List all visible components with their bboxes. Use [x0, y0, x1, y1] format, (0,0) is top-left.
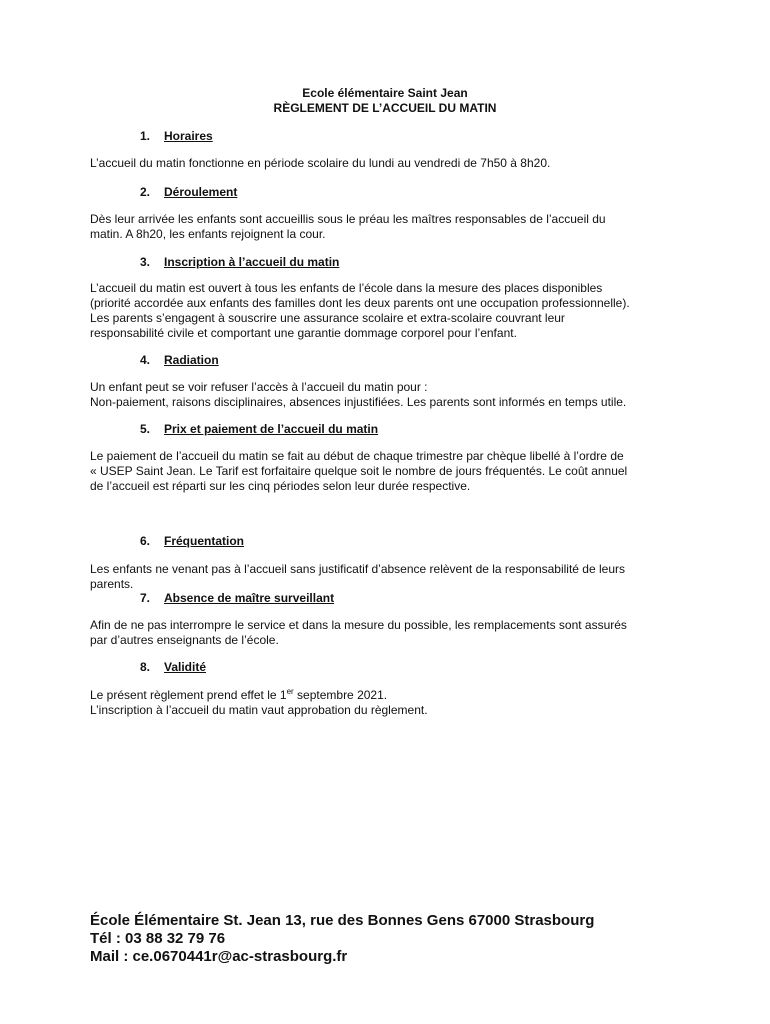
school-address: École Élémentaire St. Jean 13, rue des Bonnes Gens 67000 Strasbourg — [90, 912, 595, 929]
paragraph-line: L’accueil du matin est ouvert à tous les enfants de l’école dans la mesure des places disponibles — [90, 281, 603, 295]
school-phone: Tél : 03 88 32 79 76 — [90, 930, 226, 947]
paragraph-line: parents. — [90, 577, 134, 591]
section-body-radiation — [90, 380, 690, 410]
paragraph-line: L’inscription à l’accueil du matin vaut approbation du règlement. — [90, 703, 428, 717]
validity-text-start: Le présent règlement prend effet le 1 — [90, 688, 287, 702]
paragraph-line: matin. A 8h20, les enfants rejoignent la cour. — [90, 227, 326, 241]
paragraph-line: « USEP Saint Jean. Le Tarif est forfaitaire quelque soit le nombre de jours fréquentés. Le coût annuel — [90, 464, 628, 478]
section-heading-radiation — [140, 353, 219, 367]
paragraph-line: Le paiement de l’accueil du matin se fait au début de chaque trimestre par chèque libellé à l’ordre de — [90, 449, 624, 463]
paragraph-line: responsabilité civile et comportant une garantie dommage corporel pour l’enfant. — [90, 326, 517, 340]
section-title: Fréquentation — [164, 534, 244, 548]
section-title: Validité — [164, 660, 207, 674]
section-body-prix — [90, 449, 690, 494]
section-body-validite — [90, 688, 690, 718]
validity-date-line — [90, 688, 690, 703]
section-heading-absence — [140, 591, 334, 605]
section-number: 5. — [140, 422, 151, 436]
section-heading-prix — [140, 422, 378, 436]
section-heading-validite — [140, 660, 206, 674]
school-name: Ecole élémentaire Saint Jean — [302, 86, 468, 100]
document-header — [0, 86, 770, 116]
section-number: 6. — [140, 534, 151, 548]
paragraph-line: L’accueil du matin fonctionne en période scolaire du lundi au vendredi de 7h50 à 8h20. — [90, 156, 551, 170]
paragraph-line: Afin de ne pas interrompre le service et dans la mesure du possible, les remplacements sont assurés — [90, 618, 627, 632]
section-number: 2. — [140, 185, 151, 199]
section-heading-deroulement — [140, 185, 237, 199]
section-title: Inscription à l’accueil du matin — [164, 255, 340, 269]
document-title: RÈGLEMENT DE L’ACCUEIL DU MATIN — [273, 101, 497, 115]
paragraph-line: (priorité accordée aux enfants des familles dont les deux parents ont une occupation professionnelle). — [90, 296, 630, 310]
paragraph-line: Les parents s’engagent à souscrire une assurance scolaire et extra-scolaire couvrant leur — [90, 311, 565, 325]
section-heading-horaires — [140, 129, 213, 143]
paragraph-line: Les enfants ne venant pas à l’accueil sans justificatif d’absence relèvent de la responsabilité de leurs — [90, 562, 625, 576]
section-title: Absence de maître surveillant — [164, 591, 335, 605]
section-body-deroulement — [90, 212, 690, 242]
section-title: Radiation — [164, 353, 219, 367]
section-number: 3. — [140, 255, 151, 269]
section-heading-inscription — [140, 255, 339, 269]
section-body-absence — [90, 618, 690, 648]
section-body-inscription — [90, 281, 690, 341]
section-title: Horaires — [164, 129, 213, 143]
section-number: 7. — [140, 591, 151, 605]
paragraph-line: Non-paiement, raisons disciplinaires, absences injustifiées. Les parents sont informés en temps utile. — [90, 395, 627, 409]
validity-text-end: septembre 2021. — [293, 688, 388, 702]
paragraph-line: de l’accueil est réparti sur les cinq périodes selon leur durée respective. — [90, 479, 471, 493]
school-email: Mail : ce.0670441r@ac-strasbourg.fr — [90, 948, 348, 965]
paragraph-line: Un enfant peut se voir refuser l’accès à l’accueil du matin pour : — [90, 380, 428, 394]
section-number: 8. — [140, 660, 151, 674]
section-title: Déroulement — [164, 185, 238, 199]
section-title: Prix et paiement de l’accueil du matin — [164, 422, 379, 436]
paragraph-line: Dès leur arrivée les enfants sont accueillis sous le préau les maîtres responsables de l’accueil du — [90, 212, 606, 226]
section-number: 1. — [140, 129, 151, 143]
paragraph-line: par d’autres enseignants de l’école. — [90, 633, 279, 647]
section-body-frequentation — [90, 562, 690, 592]
section-number: 4. — [140, 353, 151, 367]
ordinal-superscript: er — [286, 687, 294, 696]
section-heading-frequentation — [140, 534, 244, 548]
school-contact-footer — [90, 912, 594, 966]
section-body-horaires — [90, 156, 690, 171]
